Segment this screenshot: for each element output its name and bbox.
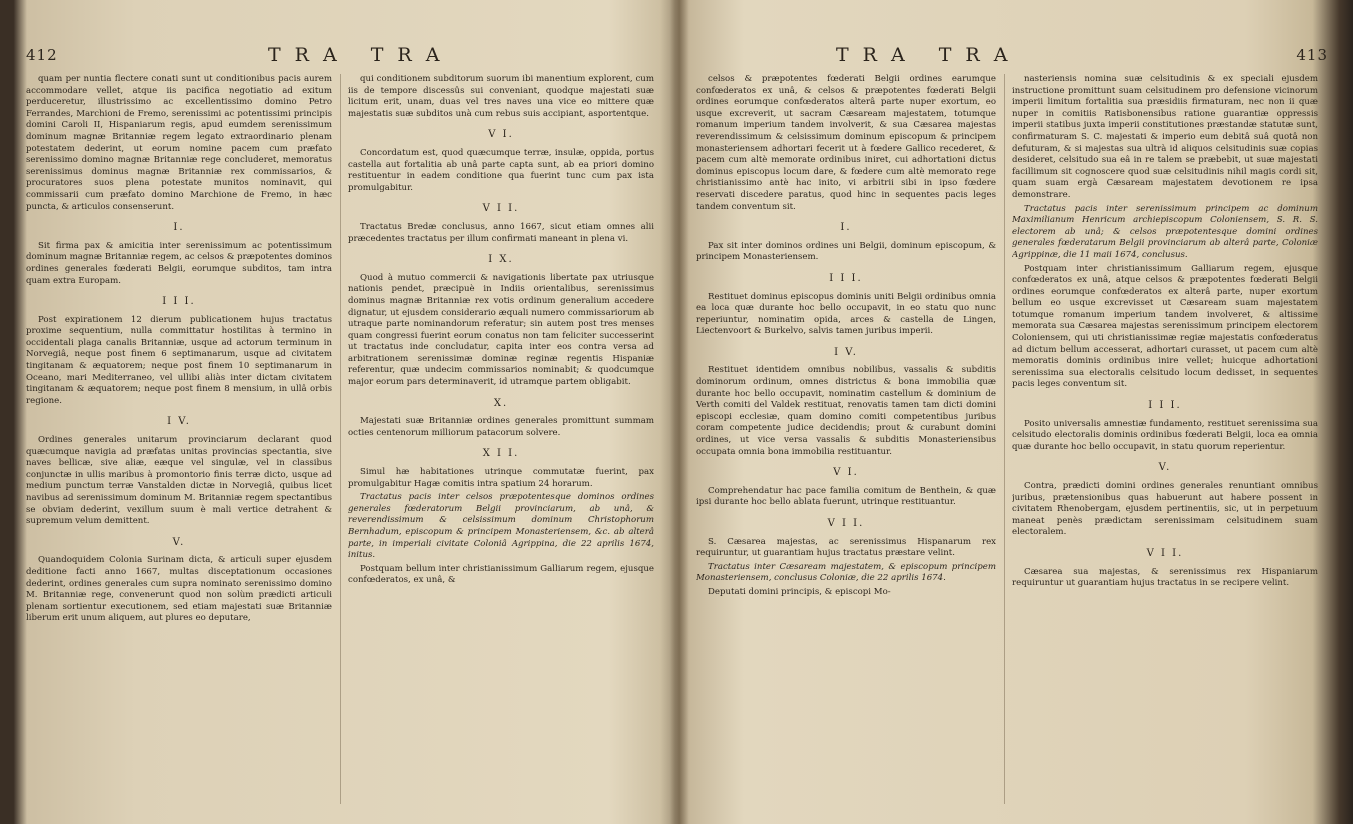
article-number: X I I. [482,448,520,460]
column-rule-left [340,74,341,804]
right-column-1 [696,74,996,601]
article-number: V I I. [1146,547,1184,559]
paragraph: Quod à mutuo commercii & navigationis libertate pax utriusque nationis pendet, præcipuè in Indiis orientalibus, serenissimus dominus magnæ Britanniæ rex votis ordinum generalium accedere dignatur, ut ejusdem considerario æquali numero commissariorum ab utraque parte nominandorum referatur; sin autem post tres menses quam congressi fuerint eorum conatus non tam feliciter successerint ut tractatus inde concludatur, capita inter eos contra versa ad arbitrationem serenissimæ dominæ reginæ regentis Hispaniæ referentur, quæ undecim commissarios nominabit; & quodcumque major eorum pars determinaverit, id utramque partem obligabit. [348,272,654,388]
paragraph: Postquam inter christianissimum Galliarum regem, ejusque confœderatos ex unâ, atque celsos & præpotentes fœderati Belgii ordines eorumque confœderatos ex alterâ parte, nuper exortum bellum eo usque excrevisset ut Cæsaream suam majestatem totumque romanum imperium tandem involveret, & altissime memorata sua Cæsarea majestas serenissimum principem electorem Coloniensem, qui uti christianissimæ regiæ majestatis confœderatus ad dictum bellum accesserat, adhortari curasset, ut pacem cum altè memoratis dominis ordinibus inire vellet; huicque adhortationi serenissima sua electoralis celsitudo locum dedisset, in sequentes pacis leges conventum sit. [1012,263,1318,390]
paragraph: qui conditionem subditorum suorum ibi manentium explorent, cum iis de tempore discessûs sui conveniant, quodque majestati suæ licitum erit, unam, duas vel tres naves una vice eo mittere quæ majestatis suæ subditos unà cum rebus suis accipiant, asportentque. [348,74,654,119]
paragraph: Restituet dominus episcopus dominis uniti Belgii ordinibus omnia ea loca quæ durante hoc bello occupavit, in eo statu quo nunc reperiuntur, nominatim opida, arces & castella de Lingen, Liectenvoort & Burkelvo, salvis tamen juribus imperii. [696,291,996,337]
article-number: V. [172,536,186,548]
paragraph: S. Cæsarea majestas, ac serenissimus Hispanarum rex requiruntur, ut guarantiam hujus tractatus præstare velint. [696,536,996,559]
article-number: I I I. [829,272,863,284]
article-number: V I I. [827,518,865,529]
column-rule-right [1004,74,1005,804]
paragraph: Quandoquidem Colonia Surinam dicta, & articuli super ejusdem deditione facti anno 1667, multas disceptationum occasiones dederint, ordines generales cum supra nominato serenissimo domino M. Britanniæ rege, convenerunt quod non solùm prædicti articuli plenam sortientur executionem, sed etiam majestati suæ Britanniæ liberum erit unum aliquem, aut plures eo deputare, [26,555,332,624]
right-page [686,44,1336,810]
paragraph: Simul hæ habitationes utrinque commutatæ fuerint, pax promulgabitur Hagæ comitis intra spatium 24 horarum. [348,467,654,489]
article-number: V. [1158,462,1172,474]
paragraph: Concordatum est, quod quæcumque terræ, insulæ, oppida, portus castella aut fortalitia ab unâ parte capta sunt, ab ea priori domino restituentur in eadem conditione qua fuerint tunc cum pax ista promulgabitur. [348,147,654,193]
article-number: X. [493,397,509,409]
right-page-header [686,44,1336,74]
paragraph: Sit firma pax & amicitia inter serenissimum ac potentissimum dominum magnæ Britanniæ regem, ac celsos & præpotentes dominos ordines generales fœderati Belgii, eorumque subditos, tam intra quam extra Europam. [26,240,332,286]
paragraph: Cæsarea sua majestas, & serenissimus rex Hispaniarum requiruntur ut guarantiam hujus tractatus in se recipere velint. [1012,566,1318,589]
paragraph: quam per nuntia flectere conati sunt ut conditionibus pacis aurem accommodare vellet, atque iis pacifica negotiatio ad exitum perduceretur, illustrissimo ac excellentissimo domino Petro Ferrandes, Marchioni de Fremo, serenissimi ac potentissimi principis domini Caroli II, Hispaniarum regis, apud eumdem serenissimum dominum magnæ Britanniæ regem legato extraordinario plenam potestatem dederint, ut eorum nomine pacem cum præfato serenissimo domino magnæ Britanniæ rege concluderet, memoratus serenissimus dominus magnæ Britanniæ rex commissarios, & procuratores suos plena potestate munitos nominavit, qui commissarii cum præfato domino Marchione de Fremo, in hæc puncta, & articulos consenserunt. [26,74,332,212]
right-column-2 [1012,74,1318,592]
left-page-header [18,44,670,74]
article-number: I V. [834,346,858,358]
paragraph: Post expirationem 12 dierum publicationem hujus tractatus proxime sequentium, nulla committatur hostilitas à termino in occidentali plaga canalis Britanniæ, usque ad actorum terminum in Norvegiâ, neque post finem 6 septimanarum, usque ad civitatem tingitanam & æquatorem; neque post finem 10 septimanarum in Oceano, mari Mediterraneo, vel ullibi aliàs inter dictam civitatem tingitanam & æquatorem; neque post finem 8 mensium, in ullâ orbis regione. [26,314,332,406]
article-number: V I. [488,129,514,141]
paragraph: Postquam bellum inter christianissimum Galliarum regem, ejusque confœderatos, ex unâ, & [348,563,654,586]
page-number-right: 413 [1296,46,1328,64]
article-number: I I I. [1148,400,1182,412]
article-number: I. [840,222,852,234]
paragraph: Ordines generales unitarum provinciarum declarant quod quæcumque navigia ad præfatas unitas provincias spectantia, sive naves bellicæ, sive aliæ, eæque vel singulæ, vel in classibus conjunctæ in ullis maribus à promontorio finis terræ dicto, usque ad medium punctum terræ Vanstalden dictæ in Norvegiâ, quibus licet navibus ad serenissimum dominum M. Britanniæ regem spectantibus se obviam dederint, vexillum suum è mali vertice detrahent & supremum velum demittent. [26,435,332,527]
paragraph: Tractatus Bredæ conclusus, anno 1667, sicut etiam omnes alii præcedentes tractatus per illum confirmati maneant in plena vi. [348,221,654,244]
left-column-2 [348,74,654,589]
paragraph: Comprehendatur hac pace familia comitum de Benthein, & quæ ipsi durante hoc bello ablata fuerunt, utrinque restituantur. [696,485,996,508]
page-number-left: 412 [26,46,58,64]
paragraph: Pax sit inter dominos ordines uni Belgii, dominum episcopum, & principem Monasteriensem. [696,240,996,263]
paragraph: Contra, prædicti domini ordines generales renuntiant omnibus juribus, prætensionibus quas habuerunt aut habere possent in civitatem Rhenobergam, ejusdem pertinentiis, sic, ut in perpetuum maneat penès prædictam serenissimam celsitudinem suam electoralem. [1012,481,1318,538]
paragraph: celsos & præpotentes fœderati Belgii ordines earumque confœderatos ex unâ, & celsos & præpotentes fœderati Belgii ordines eorumque confœderatos alterâ parte nuper exortum, eo usque excreverit, ut sacram Cæsaream majestatem, totumque romanum imperium tandem involverit, & sua Cæsarea majestas reverendissimum & celsissimum dominum episcopum & principem monasteriensem adhortari fecerit ut à fœdere Gallico recederet, & pacem cum altè memorate ordinibus iniret, cui adhortationi dictus dominus episcopus locum dare, & fœdere cum altè memorato rege christianissimo antè hac inito, vi arbitrii sibi in ipso fœdere reservati discedere paratus, quod hinc in sequentes pacis leges tandem conventum sit. [696,74,996,212]
article-number: I X. [488,254,514,266]
article-number: I V. [167,416,191,428]
article-number: I I I. [162,296,196,308]
paragraph: nasteriensis nomina suæ celsitudinis & ex speciali ejusdem instructione promittunt suam celsitudinem pro defensione vicinorum imperii limitum fortalitia sua præsidiis firmaturam, nec non ii quæ nuper in comitiis Ratisbonensibus ratione guarantiæ oppressis imperii statibus juxta imperii constitutiones præstandæ statutæ sunt, confirmaturam S. C. majestati & imperio eum debitâ suâ quotâ non defuturam, & si majestas sua ultrà id aliquos celsitudinis suæ copias desideret, celsitudo sua eâ in re talem se præbebit, ut suæ majestati facillimum sit cognoscere quod suæ celsitudinis nihil magis cordi sit, quam suam ergà Cæsaream majestatem devotionem re ipsa demonstrare. [1012,74,1318,200]
treaty-title: Tractatus inter Cæsaream majestatem, & episcopum principem Monasteriensem, conclusus Coloniæ, die 22 aprilis 1674. [696,561,996,584]
left-column-1 [26,74,332,627]
treaty-title: Tractatus pacis inter celsos præpotentesque dominos ordines generales fœderatorum Belgii provinciarum, ab unâ, & reverendissimum & celsissimum dominum Christophorum Bernhadum, episcopum & principem Monasteriensem, &c. ab alterâ parte, in imperiali civitate Coloniâ Agrippina, die 22 aprilis 1674, initus. [348,492,654,561]
running-head-right: TRA TRA [836,44,1022,66]
paragraph: Deputati domini principis, & episcopi Mo- [708,586,891,597]
paragraph: Majestati suæ Britanniæ ordines generales promittunt summam octies centenorum milliorum patacorum solvere. [348,416,654,438]
treaty-title: Tractatus pacis inter serenissimum principem ac dominum Maximilianum Henricum archiepiscopum Coloniensem, S. R. S. electorem ab unâ; & celsos præpotentesque domini ordines generales fœderatarum Belgii provinciarum ab alterâ parte, Coloniæ Agrippinæ, die 11 maii 1674, conclusus. [1012,203,1318,260]
article-number: V I I. [482,203,520,215]
article-number: I. [173,222,185,234]
article-number: V I. [833,467,859,479]
paragraph: Posito universalis amnestiæ fundamento, restituet serenissima sua celsitudo electoralis dominis ordinibus fœderati Belgii, loca ea omnia quæ durante hoc bello occupavit, in statu quorum reperientur. [1012,418,1318,452]
running-head-left: TRA TRA [268,44,454,66]
paragraph: Restituet identidem omnibus nobilibus, vassalis & subditis dominorum ordinum, omnes districtus & bona immobilia quæ durante hoc bello occupavit, nominatim castellum & dominium de Verth comiti del Valdek restituat, renovatis tamen tam dicti domini episcopi ecclesiæ, quam domino comiti competentibus juribus coram competente judice decidendis; prout & curabunt domini ordines, ut vice versa vassalis & subditis Monasteriensibus occupata omnia bona immobilia restituantur. [696,365,996,457]
left-page [18,44,670,810]
